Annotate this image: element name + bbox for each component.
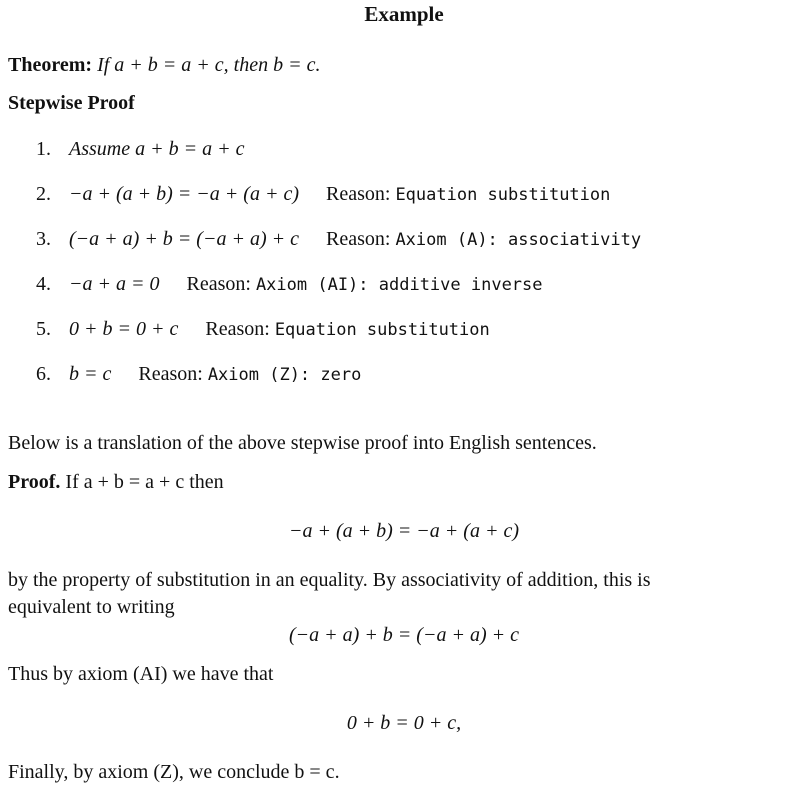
display-equation-3: 0 + b = 0 + c, xyxy=(346,712,462,734)
step-math: −a + (a + b) = −a + (a + c) xyxy=(69,183,299,205)
theorem-label: Theorem: xyxy=(8,54,93,76)
proof-conclusion: Finally, by axiom (Z), we conclude b = c. xyxy=(8,761,340,783)
step-math: b = c xyxy=(69,363,112,385)
paragraph-line: by the property of substitution in an equality. By associativity of addition, this is xyxy=(8,569,651,591)
stepwise-proof-heading: Stepwise Proof xyxy=(8,92,135,114)
step-math: 0 + b = 0 + c xyxy=(69,318,179,340)
step-math: (−a + a) + b = (−a + a) + c xyxy=(69,228,299,250)
reason-text: Axiom (AI): additive inverse xyxy=(255,275,543,295)
step-math: Assume a + b = a + c xyxy=(69,138,245,160)
display-equation-1: −a + (a + b) = −a + (a + c) xyxy=(289,520,519,542)
theorem-text: If a + b = a + c, then b = c. xyxy=(97,54,321,76)
proof-step-1 xyxy=(36,138,244,161)
reason-text: Axiom (Z): zero xyxy=(207,365,362,385)
step-number: 1. xyxy=(36,138,51,160)
reason-label: Reason: xyxy=(326,228,391,250)
step-number: 4. xyxy=(36,273,51,295)
proof-step-3 xyxy=(36,228,641,251)
reason-label: Reason: xyxy=(326,183,391,205)
proof-step-6 xyxy=(36,363,361,386)
reason-label: Reason: xyxy=(186,273,251,295)
reason-label: Reason: xyxy=(205,318,270,340)
page-title: Example xyxy=(364,2,444,26)
proof-step-2 xyxy=(36,183,610,206)
step-number: 5. xyxy=(36,318,51,340)
proof-line: If a + b = a + c then xyxy=(65,471,224,493)
reason-text: Axiom (A): associativity xyxy=(395,230,642,250)
theorem-statement xyxy=(8,54,320,77)
reason-text: Equation substitution xyxy=(395,185,611,205)
proof-step-5 xyxy=(36,318,490,341)
reason-text: Equation substitution xyxy=(274,320,490,340)
step-number: 6. xyxy=(36,363,51,385)
proof-opening xyxy=(8,471,224,494)
display-equation-2: (−a + a) + b = (−a + a) + c xyxy=(289,624,519,646)
proof-step-4 xyxy=(36,273,543,296)
reason-label: Reason: xyxy=(138,363,203,385)
proof-label: Proof. xyxy=(8,471,61,493)
paragraph-line: Thus by axiom (AI) we have that xyxy=(8,663,274,685)
step-number: 3. xyxy=(36,228,51,250)
step-number: 2. xyxy=(36,183,51,205)
step-math: −a + a = 0 xyxy=(69,273,160,295)
paragraph-line: equivalent to writing xyxy=(8,596,175,618)
translation-intro: Below is a translation of the above stepwise proof into English sentences. xyxy=(8,432,597,454)
